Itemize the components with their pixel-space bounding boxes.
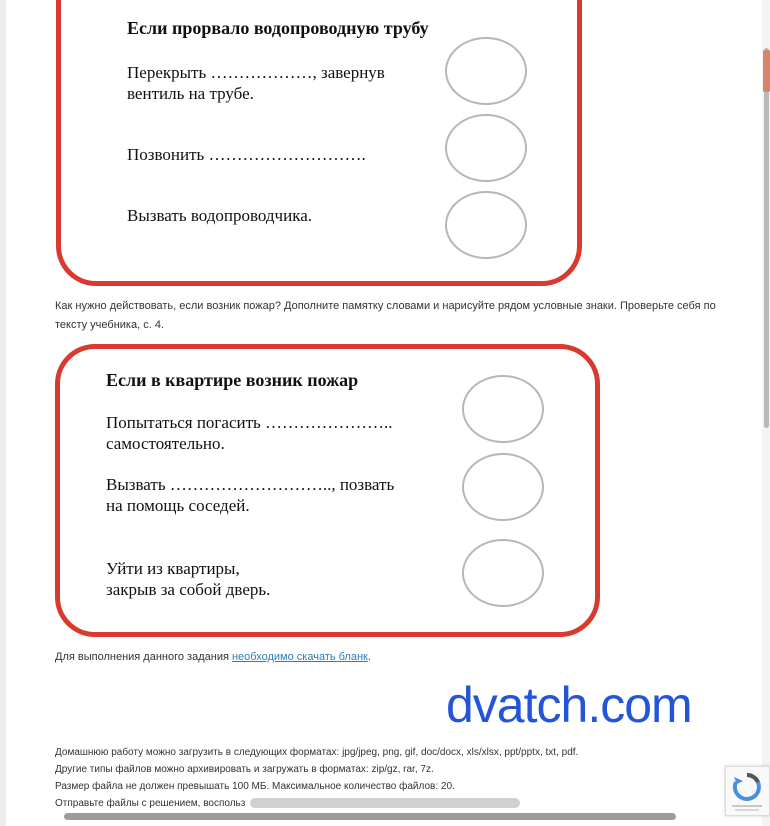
memo-water-item-1	[127, 62, 385, 104]
download-note-prefix: Для выполнения данного задания	[55, 651, 232, 663]
horizontal-scrollbar[interactable]	[64, 813, 676, 820]
task-instruction-line1: Как нужно действовать, если возник пожар? Дополните памятку словами и нарисуйте рядом условные знаки. Проверьте себя по	[55, 300, 716, 312]
memo-fire-item-1-line1: Попытаться погасить …………………..	[106, 413, 393, 432]
memo-fire-item-1	[106, 412, 393, 454]
upload-limits-text: Размер файла не должен превышать 100 МБ. Максимальное количество файлов: 20.	[55, 781, 455, 792]
memo-fire-title: Если в квартире возник пожар	[106, 370, 359, 390]
download-note-suffix: .	[367, 651, 371, 663]
memo-water-item-1-line2: вентиль на трубе.	[127, 84, 254, 103]
task-instruction	[55, 297, 745, 335]
page-left-edge	[0, 0, 6, 826]
sign-drawing-circle-water-3[interactable]	[445, 191, 527, 259]
sign-drawing-circle-water-1[interactable]	[445, 37, 527, 105]
watermark-logo: dvatch.com	[446, 677, 692, 733]
upload-submit-text: Отправьте файлы с решением, воспольз	[55, 798, 246, 809]
memo-water-item-1-line1: Перекрыть ………………, завернув	[127, 63, 385, 82]
overlay-scroll-indicator	[250, 798, 520, 808]
memo-water-item-2-line1: Позвонить ……………………….	[127, 145, 366, 164]
task-instruction-line2: тексту учебника, с. 4.	[55, 319, 165, 331]
memo-fire-item-3-line2: закрыв за собой дверь.	[106, 580, 271, 599]
memo-water-item-2	[127, 144, 366, 165]
memo-fire-item-3-line1: Уйти из квартиры,	[106, 559, 240, 578]
scroll-position-marker	[763, 50, 770, 92]
memo-fire-item-3	[106, 558, 270, 600]
sign-drawing-circle-fire-1[interactable]	[462, 375, 544, 443]
recaptcha-badge[interactable]	[725, 766, 770, 816]
vertical-scroll-thumb[interactable]	[764, 48, 769, 428]
vertical-scrollbar[interactable]	[762, 0, 770, 826]
recaptcha-icon	[726, 767, 769, 815]
memo-fire-item-2	[106, 474, 394, 516]
memo-water-item-3-line1: Вызвать водопроводчика.	[127, 206, 312, 225]
sign-drawing-circle-fire-2[interactable]	[462, 453, 544, 521]
memo-water-title: Если прорвало водопроводную трубу	[127, 18, 429, 38]
upload-formats-text: Домашнюю работу можно загрузить в следующих форматах: jpg/jpeg, png, gif, doc/docx, xls/xlsx, ppt/pptx, txt, pdf.	[55, 747, 579, 758]
download-form-link[interactable]: необходимо скачать бланк	[231, 651, 368, 663]
memo-fire-item-2-line2: на помощь соседей.	[106, 496, 250, 515]
sign-drawing-circle-fire-3[interactable]	[462, 539, 544, 607]
sign-drawing-circle-water-2[interactable]	[445, 114, 527, 182]
memo-fire-item-2-line1: Вызвать ……………………….., позвать	[106, 475, 395, 494]
download-note	[55, 648, 371, 667]
upload-archives-text: Другие типы файлов можно архивировать и загружать в форматах: zip/gz, rar, 7z.	[55, 764, 434, 775]
memo-water-item-3	[127, 205, 312, 226]
memo-fire-item-1-line2: самостоятельно.	[106, 434, 225, 453]
